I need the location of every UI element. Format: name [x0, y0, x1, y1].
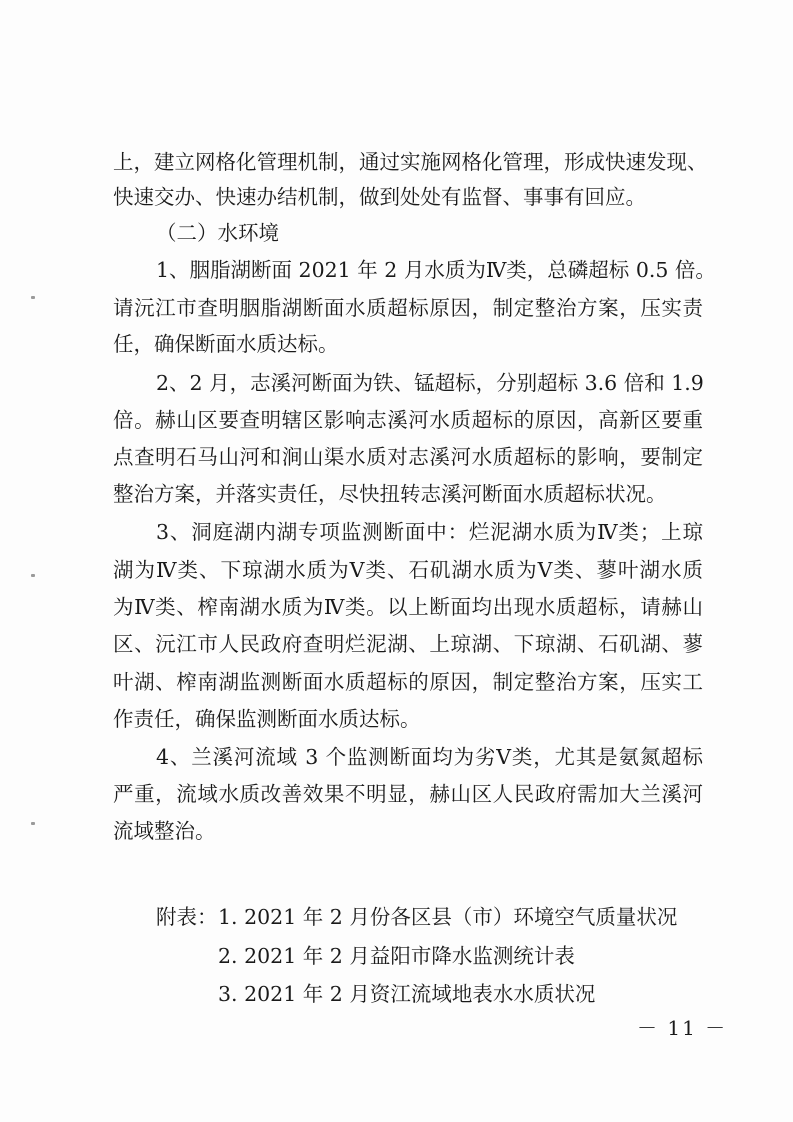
section-heading: （二）水环境: [156, 221, 279, 245]
body-line: 请沅江市查明胭脂湖断面水质超标原因，制定整治方案，压实责: [113, 296, 703, 320]
page-number: － 11 －: [637, 1016, 728, 1040]
body-line: 上，建立网格化管理机制，通过实施网格化管理，形成快速发现、: [113, 150, 708, 174]
margin-scan-mark: [31, 296, 35, 299]
attachment-item: 3. 2021 年 2 月资江流域地表水水质状况: [218, 982, 596, 1006]
body-line: 任，确保断面水质达标。: [113, 332, 339, 356]
body-line: 倍。赫山区要查明辖区影响志溪河水质超标的原因，高新区要重: [113, 408, 703, 432]
body-line: 作责任，确保监测断面水质达标。: [113, 707, 421, 731]
attachment-item: 2. 2021 年 2 月益阳市降水监测统计表: [218, 944, 575, 968]
body-line: 1、胭脂湖断面 2021 年 2 月水质为Ⅳ类，总磷超标 0.5 倍。: [156, 258, 716, 282]
body-line: 4、兰溪河流域 3 个监测断面均为劣Ⅴ类，尤其是氨氮超标: [156, 745, 703, 769]
body-line: 湖为Ⅳ类、下琼湖水质为Ⅴ类、石矶湖水质为Ⅴ类、蓼叶湖水质: [113, 558, 703, 582]
body-line: 区、沅江市人民政府查明烂泥湖、上琼湖、下琼湖、石矶湖、蓼: [113, 632, 703, 656]
body-line: 3、洞庭湖内湖专项监测断面中：烂泥湖水质为Ⅳ类；上琼: [156, 520, 703, 544]
margin-scan-mark: [31, 574, 35, 577]
body-line: 严重，流域水质改善效果不明显，赫山区人民政府需加大兰溪河: [113, 782, 703, 806]
body-line: 流域整治。: [113, 819, 216, 843]
body-line: 为Ⅳ类、榨南湖水质为Ⅳ类。以上断面均出现水质超标，请赫山: [113, 595, 703, 619]
attachments-label: 附表：: [156, 905, 218, 929]
body-line: 快速交办、快速办结机制，做到处处有监督、事事有回应。: [113, 185, 646, 209]
body-line: 点查明石马山河和涧山渠水质对志溪河水质超标的影响，要制定: [113, 445, 703, 469]
attachment-item: 1. 2021 年 2 月份各区县（市）环境空气质量状况: [218, 905, 678, 929]
body-line: 叶湖、榨南湖监测断面水质超标的原因，制定整治方案，压实工: [113, 670, 703, 694]
margin-scan-mark: [31, 822, 35, 825]
body-line: 整治方案，并落实责任，尽快扭转志溪河断面水质超标状况。: [113, 482, 667, 506]
body-line: 2、2 月，志溪河断面为铁、锰超标，分别超标 3.6 倍和 1.9: [156, 371, 704, 395]
